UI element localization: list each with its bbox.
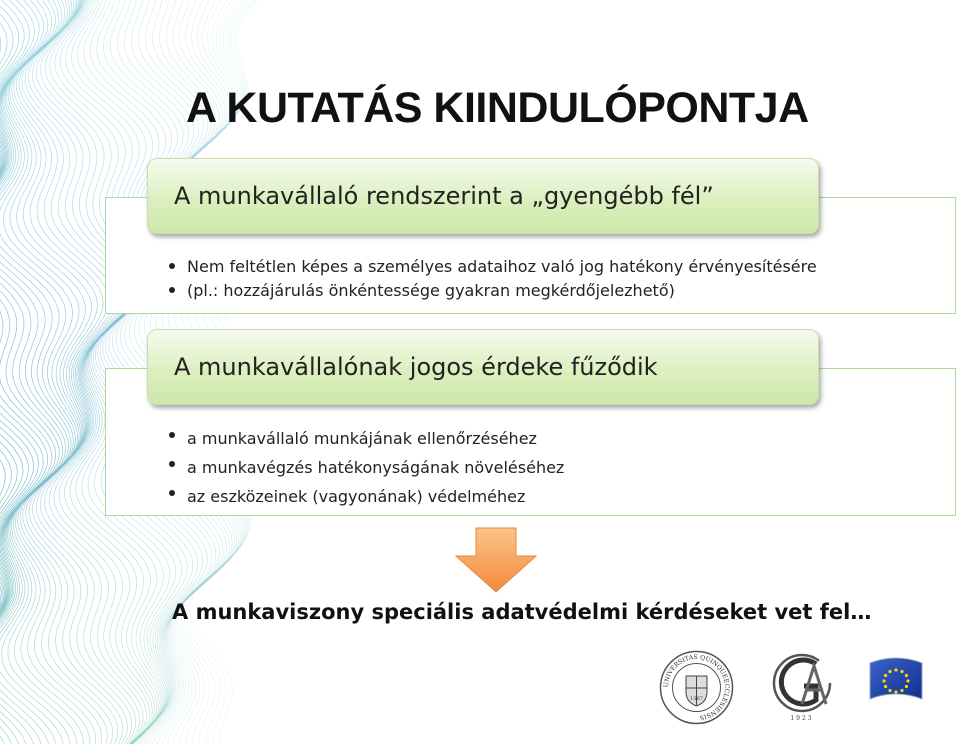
list-item-continuation [167, 279, 817, 303]
eu-star [884, 674, 887, 677]
page-title: A KUTATÁS KIINDULÓPONTJA [186, 84, 809, 132]
seal-text: UNIVERSITAS QUINQUEECCLESIENSIS [662, 653, 731, 721]
list-item-text: (pl.: hozzájárulás önkéntessége gyakran megkérdőjelezhető) [187, 281, 675, 300]
ga-logo [768, 650, 836, 722]
section1-bullet-list [167, 255, 817, 303]
down-arrow-icon [454, 526, 538, 594]
eu-star [900, 689, 903, 692]
eu-star [900, 670, 903, 673]
conclusion-text: A munkaviszony speciális adatvédelmi kérdéseket vet fel… [172, 600, 872, 624]
list-item: a munkavállaló munkájának ellenőrzéséhez [167, 424, 564, 453]
eu-star [888, 689, 891, 692]
university-seal-logo [659, 650, 734, 725]
section2-heading: A munkavállalónak jogos érdeke fűződik [147, 329, 819, 405]
eu-star [884, 685, 887, 688]
eu-star [882, 679, 885, 682]
eu-star [905, 685, 908, 688]
list-item: Nem feltétlen képes a személyes adataihoz való jog hatékony érvényesítésére [167, 255, 817, 279]
list-item: a munkavégzés hatékonyságának növeléséhez [167, 453, 564, 482]
eu-flag-logo [866, 655, 926, 707]
section1-heading: A munkavállaló rendszerint a „gyengébb fél” [147, 158, 819, 234]
eu-star [906, 679, 909, 682]
list-item: az eszközeinek (vagyonának) védelméhez [167, 482, 564, 511]
eu-star [894, 690, 897, 693]
eu-star [905, 674, 908, 677]
eu-star [894, 668, 897, 671]
eu-star [888, 670, 891, 673]
seal-year: 1367 [690, 696, 703, 702]
ga-year: 1923 [790, 715, 814, 722]
section2-bullet-list [167, 424, 564, 511]
